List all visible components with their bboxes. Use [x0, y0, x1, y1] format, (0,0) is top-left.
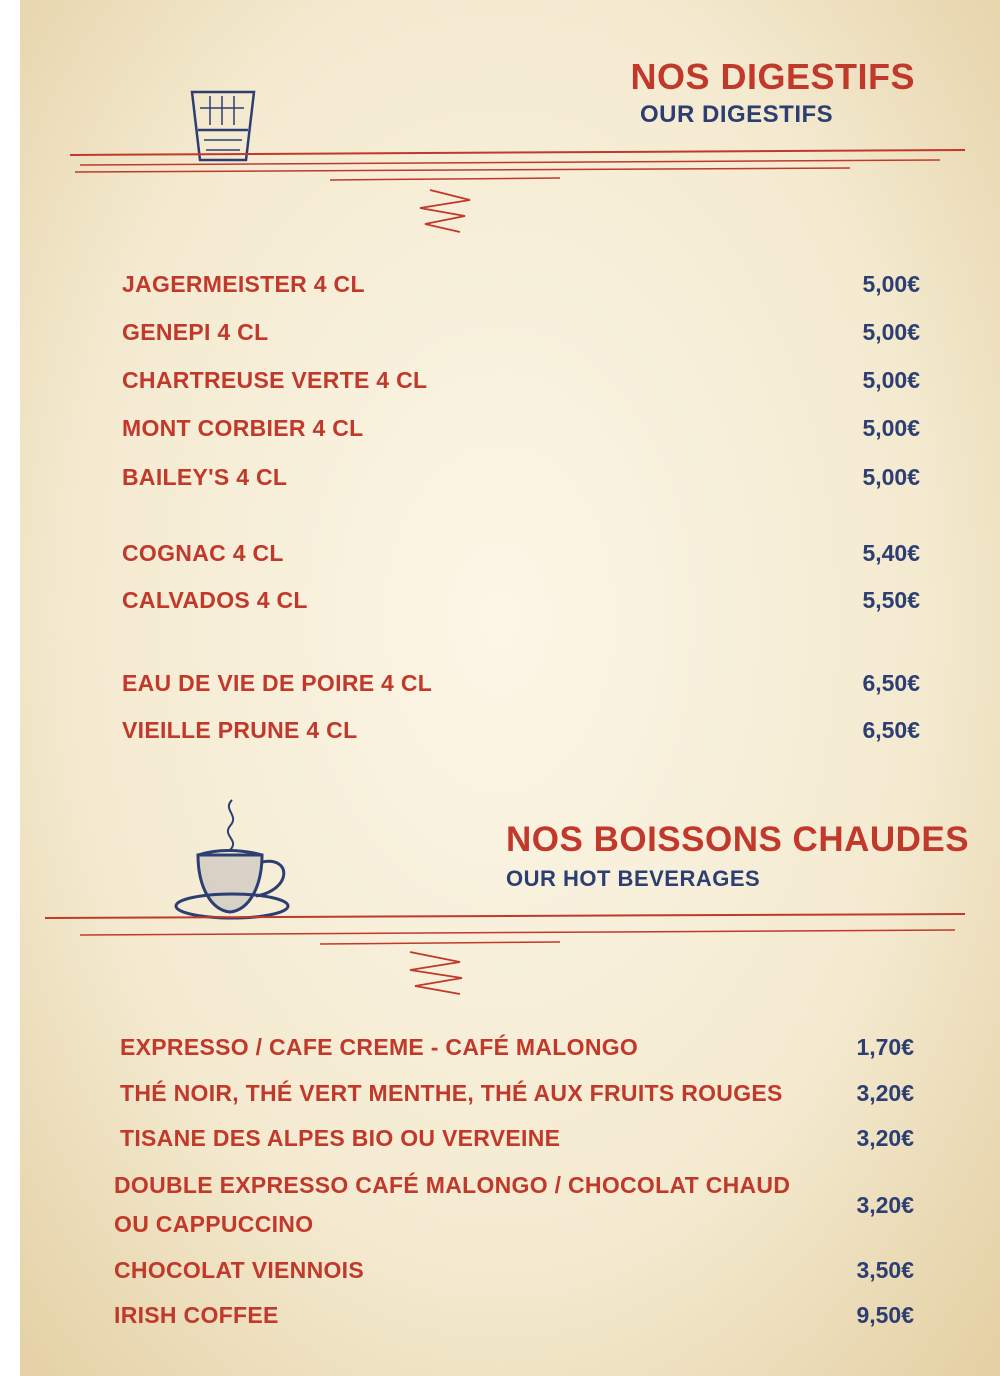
hot-item-price: 9,50€ — [856, 1302, 914, 1328]
hot-item-name: EXPRESSO / CAFE CREME - CAFÉ MALONGO — [120, 1034, 639, 1060]
hot-beverages-subtitle: OUR HOT BEVERAGES — [506, 866, 761, 891]
hot-item-price: 3,20€ — [856, 1192, 914, 1218]
hot-beverages-title: NOS BOISSONS CHAUDES — [506, 820, 970, 859]
digestif-item-price: 5,00€ — [862, 271, 920, 297]
hot-item-name: TISANE DES ALPES BIO OU VERVEINE — [120, 1125, 561, 1151]
digestif-item-name: COGNAC 4 CL — [122, 540, 284, 566]
top-divider — [70, 150, 965, 232]
digestif-item-price: 5,00€ — [862, 464, 920, 490]
digestif-item-price: 5,40€ — [862, 540, 920, 566]
shot-glass-icon — [192, 92, 254, 160]
hot-item-name: IRISH COFFEE — [114, 1302, 279, 1328]
digestif-item-name: CHARTREUSE VERTE 4 CL — [122, 367, 428, 393]
digestif-item-name: CALVADOS 4 CL — [122, 587, 308, 613]
hot-item-name: CHOCOLAT VIENNOIS — [114, 1257, 365, 1283]
digestif-item-price: 5,00€ — [862, 415, 920, 441]
digestifs-subtitle: OUR DIGESTIFS — [640, 101, 834, 128]
digestif-item-price: 5,00€ — [862, 319, 920, 345]
digestif-item-name: VIEILLE PRUNE 4 CL — [122, 717, 358, 743]
bottom-divider — [45, 914, 965, 994]
hot-item-price: 3,50€ — [856, 1257, 914, 1283]
hot-item-name: THÉ NOIR, THÉ VERT MENTHE, THÉ AUX FRUITS ROUGES — [120, 1080, 783, 1106]
digestif-item-name: EAU DE VIE DE POIRE 4 CL — [122, 670, 433, 696]
digestif-item-name: BAILEY'S 4 CL — [122, 464, 288, 490]
digestif-item-name: JAGERMEISTER 4 CL — [122, 271, 365, 297]
digestif-item-price: 6,50€ — [862, 670, 920, 696]
digestif-item-price: 6,50€ — [862, 717, 920, 743]
digestif-item-price: 5,00€ — [862, 367, 920, 393]
digestif-item-name: MONT CORBIER 4 CL — [122, 415, 364, 441]
hot-item-price: 1,70€ — [856, 1034, 914, 1060]
digestif-item-price: 5,50€ — [862, 587, 920, 613]
digestifs-title: NOS DIGESTIFS — [630, 56, 915, 97]
hot-item-name: DOUBLE EXPRESSO CAFÉ MALONGO / CHOCOLAT CHAUD — [114, 1172, 791, 1198]
hot-item-price: 3,20€ — [856, 1080, 914, 1106]
digestif-item-name: GENEPI 4 CL — [122, 319, 269, 345]
hot-item-price: 3,20€ — [856, 1125, 914, 1151]
coffee-cup-icon — [176, 800, 288, 918]
hot-item-name-line2: OU CAPPUCCINO — [114, 1211, 314, 1237]
